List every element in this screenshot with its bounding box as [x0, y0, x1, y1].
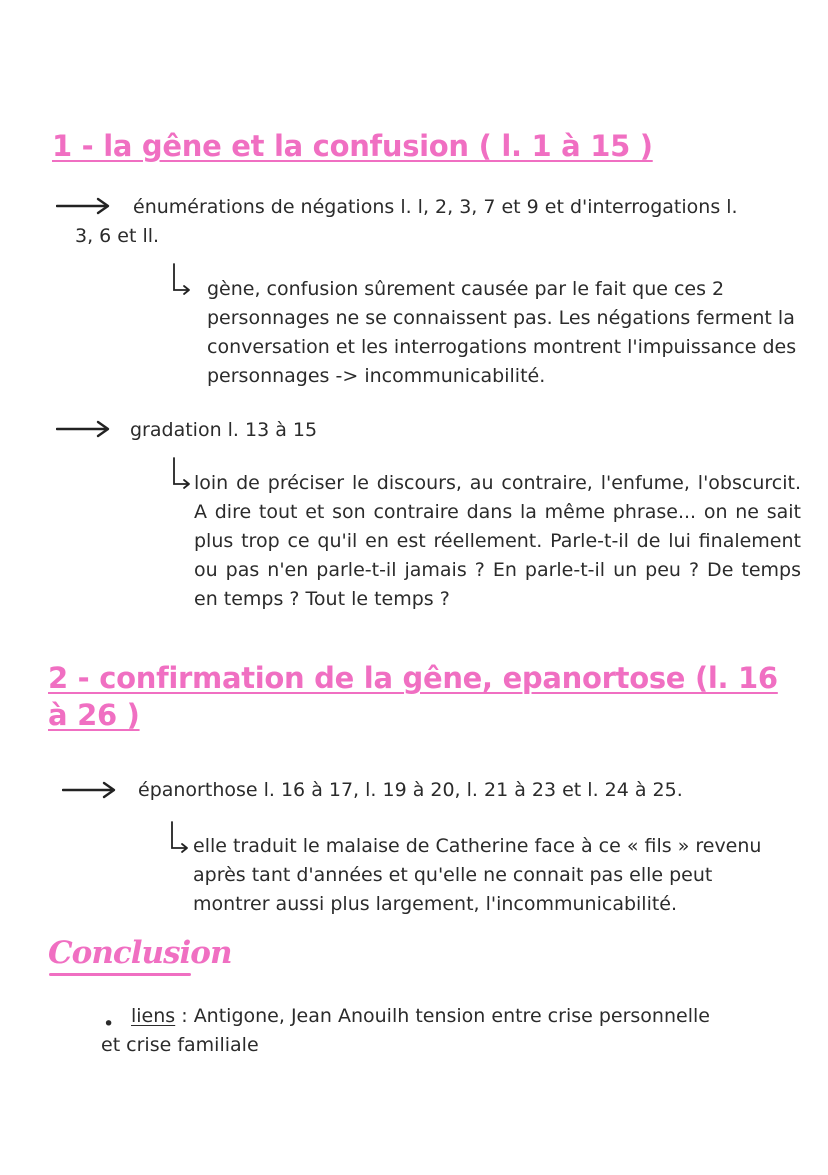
section-2-point-1-detail: elle traduit le malaise de Catherine face à ce « fils » revenu après tant d'années et qu'elle ne connait pas elle peut montrer aussi plus largement, l'incommunicabilité. [193, 835, 762, 915]
turn-right-arrow-icon [168, 820, 190, 854]
bullet: • [103, 1013, 115, 1035]
conclusion-heading: Conclusion [48, 935, 232, 971]
section-2-point-1: épanorthose l. 16 à 17, l. 19 à 20, l. 21 à 23 et l. 24 à 25. [138, 779, 683, 801]
liens-label: liens [131, 1005, 176, 1027]
conclusion-underline [49, 973, 191, 976]
section-1-point-1-detail: gène, confusion sûrement causée par le fait que ces 2 personnages ne se connaissent pas. Les négations ferment la conversation et les interrogations montrent l'impuissance des personnages -> incommunicabilité. [207, 278, 797, 387]
right-arrow-icon [62, 781, 118, 799]
conclusion-liens [101, 1002, 731, 1060]
liens-separator: : [175, 1005, 194, 1027]
right-arrow-icon [56, 420, 112, 438]
section-1-heading-text: 1 - la gêne et la confusion ( l. 1 à 15 ) [52, 129, 653, 163]
section-2-heading [48, 660, 818, 734]
section-1-point-1: énumérations de négations l. l, 2, 3, 7 et 9 et d'interrogations l. 3, 6 et ll. [75, 196, 738, 247]
section-1-heading [52, 128, 653, 165]
section-1-point-2-detail: loin de préciser le discours, au contraire, l'enfume, l'obscurcit. A dire tout et son contraire dans la même phrase... on ne sait plus trop ce qu'il en est réellement. Parle-t-il de lui finalement ou pas n'en parle-t-il jamais ? En parle-t-il un peu ? De temps en temps ? Tout le temps ? [194, 472, 801, 610]
section-2-heading-line-2: à 26 ) [48, 698, 140, 732]
turn-right-arrow-icon [170, 456, 192, 490]
turn-right-arrow-icon [170, 262, 192, 296]
liens-text: Antigone, Jean Anouilh tension entre crise personnelle et crise familiale [101, 1005, 710, 1056]
section-2-heading-line-1: 2 - confirmation de la gêne, epanortose (l. 16 [48, 661, 778, 695]
section-1-point-2: gradation l. 13 à 15 [130, 419, 318, 441]
